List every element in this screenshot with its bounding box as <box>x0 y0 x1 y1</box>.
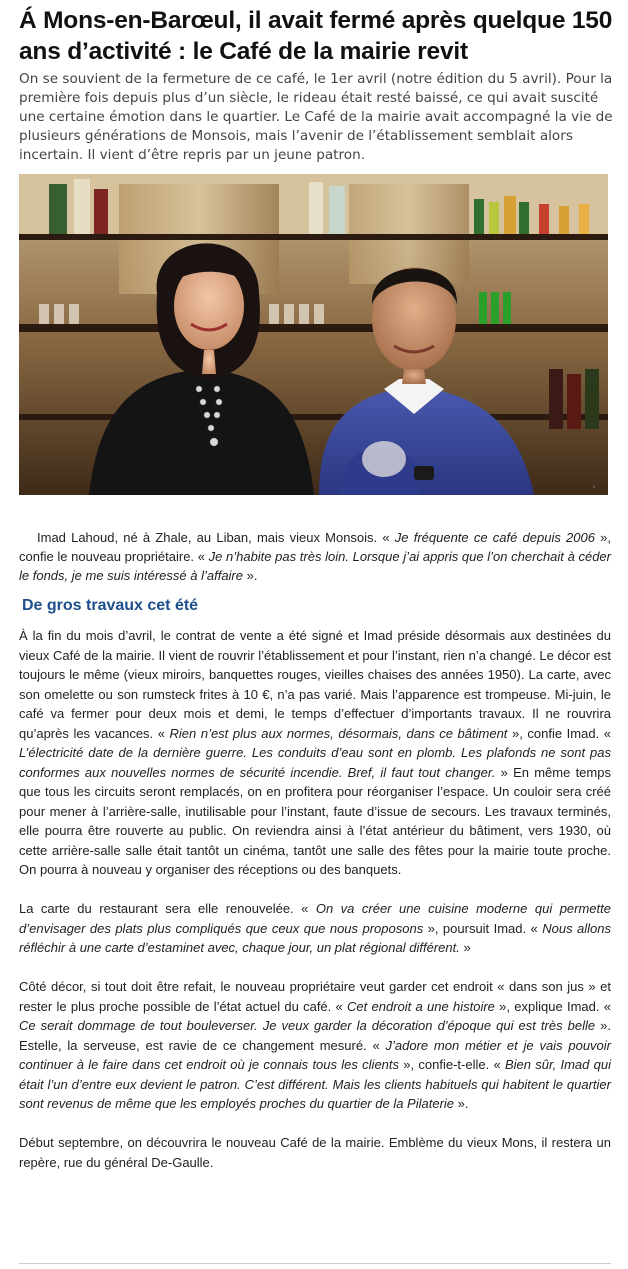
p2-quote-b: On va créer une cuisine moderne qui permette d’envisager des plats plus compliqués que ceux que nous proposons <box>19 901 611 936</box>
p1-text-e: » En même temps que tous les circuits seront remplacés, on en profitera pour réorganiser l’espace. Un couloir sera créé pour mener à l’arrière-salle, inutilisable pour l’instant, faute d’issue de secours. Les travaux terminés, elle pourra être rouverte au public. On reviendra ainsi à l’état antérieur du bâtiment, vers 1930, où cette arrière-salle salle était tantôt un cinéma, tantôt une salle des fêtes pour la mairie toute proche. On pourra à nouveau y organiser des réceptions ou des banquets. <box>19 764 611 877</box>
caption-text-2: », confie le nouveau propriétaire. « <box>19 530 611 564</box>
p2-text-a: La carte du restaurant sera elle renouvelée. « <box>19 901 316 916</box>
caption-text-3: ». <box>243 568 258 583</box>
body-paragraph-4: Début septembre, on découvrira le nouveau Café de la mairie. Emblème du vieux Mons, il restera un repère, rue du général De-Gaulle. <box>19 1135 611 1170</box>
p2-text-e: » <box>459 940 471 955</box>
p1-text-c: », confie Imad. « <box>507 725 611 741</box>
p3-text-a: Côté décor, si tout doit être refait, le nouveau propriétaire veut garder cet endroit « dans son jus » et rester le plus proche possible de l’état actuel du café. « <box>19 979 611 1014</box>
article-lead: On se souvient de la fermeture de ce café, le 1er avril (notre édition du 5 avril). Pour la première fois depuis plus d’un siècle, le rideau était resté baissé, ce qui avait suscité une certaine émotion dans le quartier. Le Café de la mairie avait accompagné la vie de plusieurs générations de Monsois, mais l’avenir de l’établissement semblait alors incertain. Il vient d’être repris par un jeune patron. <box>19 71 613 163</box>
caption-quote-1: Je fréquente ce café depuis 2006 <box>394 530 595 545</box>
p2-text-c: », poursuit Imad. « <box>423 920 543 936</box>
photo-caption <box>19 528 611 585</box>
body-paragraph-3 <box>19 977 611 1114</box>
p3-text-i: ». <box>454 1096 469 1111</box>
p1-quote-d: L’électricité date de la dernière guerre. Les conduits d’eau sont en plomb. Les plafonds ne sont pas conformes aux nouvelles normes de sécurité incendie. Bref, il faut tout changer. <box>19 745 611 780</box>
photo-illustration <box>19 174 608 495</box>
p1-text-a: À la fin du mois d’avril, le contrat de vente a été signé et Imad préside désormais aux destinées du vieux Café de la mairie. Il vient de rouvrir l’établissement et pour l’instant, rien n’a changé. Le décor est toujours le même (vieux miroirs, banquettes rouges, vieilles chaises des années 1950). La carte, avec son omelette ou son rumsteck frites à 10 €, n’a pas varié. Mais l’apparence est trompeuse. Mi-juin, le café va fermer pour deux mois et demi, le temps d’effectuer d’importants travaux. Il ne rouvrira qu’après les vacances. « <box>19 628 611 741</box>
p3-quote-d: Ce serait dommage de tout bouleverser. Je veux garder la décoration d’époque qui est très belle <box>19 1018 596 1033</box>
p2-quote-d: Nous allons réfléchir à une carte d’estaminet avec, chaque jour, un plat régional différent. <box>19 920 611 955</box>
p1-quote-b: Rien n’est plus aux normes, désormais, dans ce bâtiment <box>169 725 508 741</box>
p3-text-e: ». Estelle, la serveuse, est ravie de ce changement mesuré. « <box>19 1018 611 1053</box>
body-paragraph-1 <box>19 626 611 880</box>
p3-text-c: », explique Imad. « <box>494 998 611 1014</box>
caption-quote-2: Je n’habite pas très loin. Lorsque j’ai appris que l’on cherchait à céder le fonds, je me suis intéressé à l’affaire <box>19 549 611 583</box>
article-body <box>19 626 611 1192</box>
p3-quote-h: Bien sûr, Imad qui était l’un d’entre eux devient le patron. C’est différent. Mais les clients habituels qui habitent le quartier sont revenus de même que les employés proches du quartier de la Pilaterie <box>19 1057 612 1111</box>
caption-text-1: Imad Lahoud, né à Zhale, au Liban, mais vieux Monsois. « <box>37 530 395 545</box>
p3-quote-b: Cet endroit a une histoire <box>347 998 495 1014</box>
bottom-divider <box>19 1263 611 1264</box>
article-headline: Á Mons-en-Barœul, il avait fermé après quelque 150 ans d’activité : le Café de la mairie revit <box>19 7 613 65</box>
p3-quote-f: J’adore mon métier et je vais pouvoir continuer à le faire dans cet endroit où je connais tous les clients <box>19 1037 611 1072</box>
p3-text-g: », confie-t-elle. « <box>399 1057 505 1072</box>
article-photo <box>19 174 608 495</box>
body-paragraph-2 <box>19 899 611 958</box>
photo-watermark: · <box>592 481 596 493</box>
section-heading: De gros travaux cet été <box>22 597 199 614</box>
